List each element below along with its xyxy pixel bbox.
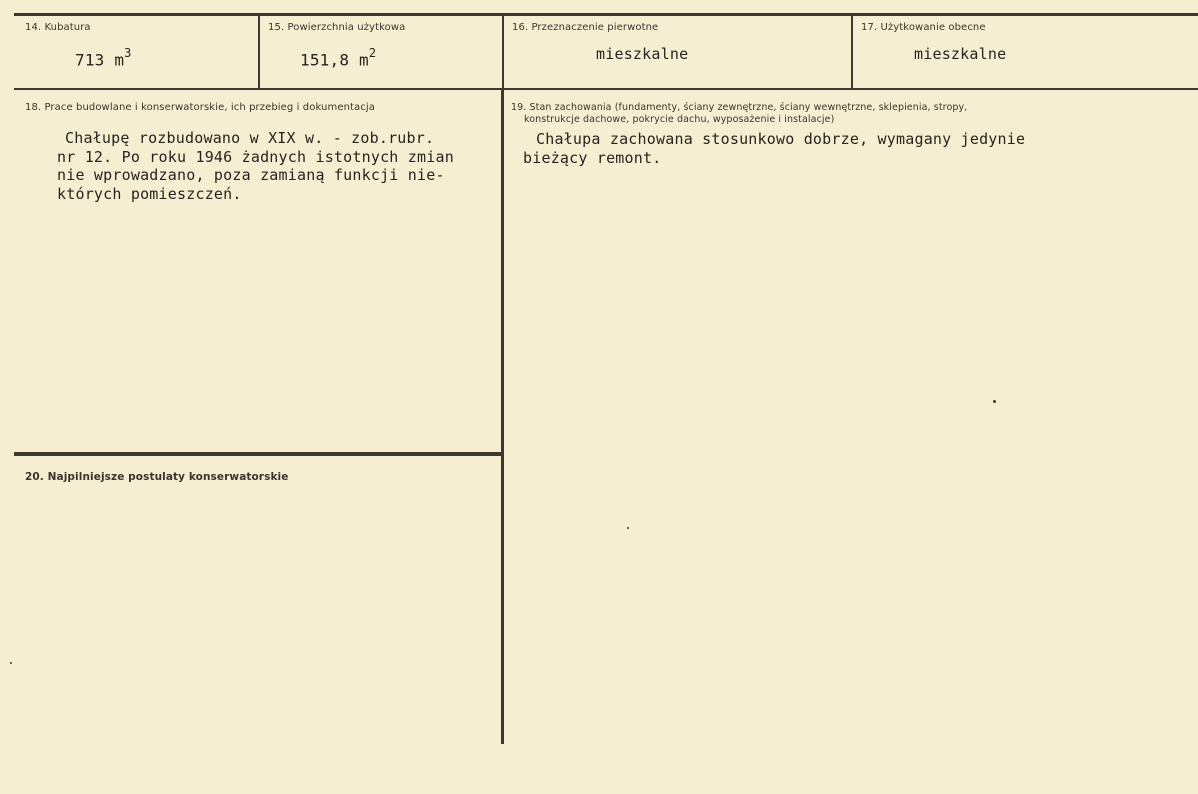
top-divider-3: [851, 14, 853, 89]
prace-text-line-1: Chałupę rozbudowano w XIX w. - zob.rubr.: [65, 129, 435, 147]
prace-text-line-2: nr 12. Po roku 1946 żadnych istotnych zmian: [57, 148, 454, 166]
prace-text-line-4: których pomieszczeń.: [57, 185, 242, 203]
kubatura-number: 713 m: [75, 50, 125, 70]
uzytkowanie-label: 17. Użytkowanie obecne: [861, 22, 986, 33]
prace-text-line-3: nie wprowadzano, poza zamianą funkcji nie-: [57, 166, 445, 184]
stan-text-line-2: bieżący remont.: [523, 149, 662, 167]
stan-label-line-2: konstrukcje dachowe, pokrycie dachu, wyposażenie i instalacje): [524, 114, 835, 125]
kubatura-unit-exponent: 3: [124, 46, 132, 60]
kubatura-value: [75, 45, 132, 70]
postulaty-label: 20. Najpilniejsze postulaty konserwatorskie: [25, 471, 289, 483]
top-divider-2: [502, 14, 504, 89]
top-border-line: [14, 13, 1198, 16]
prace-label: 18. Prace budowlane i konserwatorskie, ich przebieg i dokumentacja: [25, 102, 375, 113]
powierzchnia-number: 151,8 m: [300, 50, 369, 70]
powierzchnia-unit-exponent: 2: [368, 46, 377, 60]
stan-text-line-1: Chałupa zachowana stosunkowo dobrze, wymagany jedynie: [536, 130, 1026, 148]
paper-speck: [627, 527, 629, 529]
uzytkowanie-value: mieszkalne: [914, 45, 1007, 63]
stan-label-line-1: 19. Stan zachowania (fundamenty, ściany zewnętrzne, ściany wewnętrzne, sklepienia, stropy,: [511, 102, 968, 113]
top-row-bottom-line: [14, 88, 1198, 90]
paper-speck: [993, 400, 996, 403]
paper-speck: [10, 662, 12, 664]
kubatura-label: 14. Kubatura: [25, 22, 91, 33]
main-column-divider: [501, 88, 504, 744]
powierzchnia-label: 15. Powierzchnia użytkowa: [268, 22, 406, 33]
top-divider-1: [258, 14, 260, 89]
przeznaczenie-label: 16. Przeznaczenie pierwotne: [512, 22, 659, 33]
section-18-bottom-line: [14, 452, 502, 456]
przeznaczenie-value: mieszkalne: [596, 45, 689, 63]
powierzchnia-value: [300, 45, 376, 70]
